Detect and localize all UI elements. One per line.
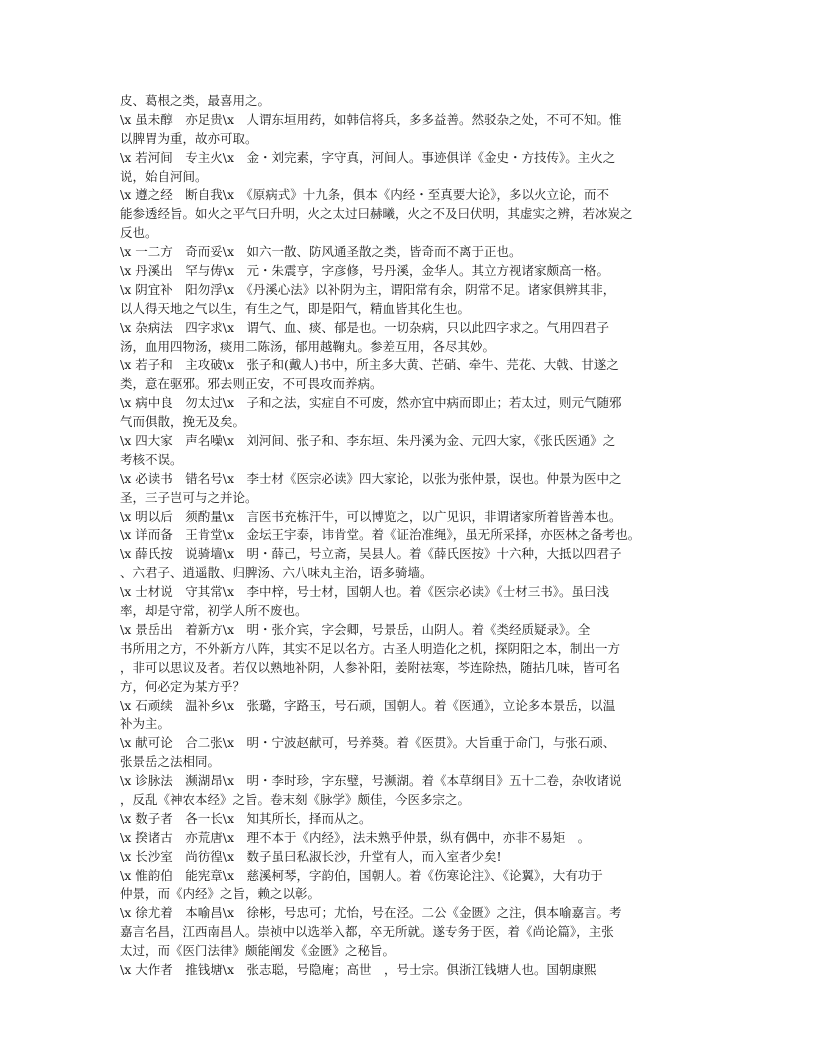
text-line: 圣，三子岂可与之并论。: [120, 489, 258, 505]
text-line: \x 一二方 奇而妥\x 如六一散、防风通圣散之类，皆奇而不离于正也。: [120, 244, 522, 260]
text-line: 太过，而《医门法律》颇能阐发《金匮》之秘旨。: [120, 943, 396, 959]
text-line: \x 徐尤着 本喻昌\x 徐彬，号忠可；尤怡，号在泾。二公《金匮》之注，俱本喻嘉言。考: [120, 905, 622, 921]
text-line: \x 薛氏按 说骑墙\x 明・薛己，号立斋，吴县人。着《薛氏医按》十六种，大抵以四君子: [120, 546, 622, 562]
text-line: 嘉言名昌，江西南昌人。崇祯中以选举入都，卒无所就。遂专务于医，着《尚论篇》，主张: [120, 924, 614, 940]
text-line: 书所用之方，不外新方八阵，其实不足以名方。古圣人明造化之机，探阴阳之本，制出一方: [120, 640, 621, 656]
text-line: 类，意在驱邪。邪去则正安，不可畏攻而养病。: [120, 376, 383, 392]
text-line: ，反乱《神农本经》之旨。卷末刻《脉学》颇佳，今医多宗之。: [120, 791, 471, 807]
text-line: \x 详而备 王肯堂\x 金坛王宇泰，讳肯堂。着《证治准绳》，虽无所采择，亦医林之备考也。: [120, 527, 641, 543]
text-line: ，非可以思议及者。若仅以熟地补阴，人参补阳，姜附祛寒，芩连除热，随拈几味，皆可名: [120, 659, 621, 675]
text-line: \x 士材说 守其常\x 李中梓，号士材，国朝人也。着《医宗必读》《士材三书》。虽曰浅: [120, 584, 609, 600]
text-line: \x 揆诸古 亦荒唐\x 理不本于《内经》，法未熟乎仲景，纵有偶中，亦非不易矩 。: [120, 829, 591, 845]
text-line: \x 献可论 合二张\x 明・宁波赵献可，号养葵。着《医贯》。大旨重于命门，与张石顽、: [120, 735, 616, 751]
text-line: 考核不误。: [120, 451, 183, 467]
text-line: \x 若子和 主攻破\x 张子和(戴人)书中，所主多大黄、芒硝、牵牛、芫花、大戟、甘遂之: [120, 357, 619, 373]
text-line: 气而俱散，挽无及矣。: [120, 414, 246, 430]
text-line: 张景岳之法相同。: [120, 754, 221, 770]
text-line: 能参透经旨。如火之平气曰升明，火之太过曰赫曦，火之不及曰伏明，其虚实之辨，若冰炭之: [120, 206, 633, 222]
text-line: \x 必读书 错名号\x 李士材《医宗必读》四大家论，以张为张仲景，误也。仲景为医中之: [120, 470, 622, 486]
text-line: 补为主。: [120, 716, 171, 732]
text-line: \x 数子者 各一长\x 知其所长，择而从之。: [120, 810, 372, 826]
text-line: \x 四大家 声名噪\x 刘河间、张子和、李东垣、朱丹溪为金、元四大家，《张氏医通》之: [120, 433, 616, 449]
text-line: 汤，血用四物汤，痰用二陈汤，郁用越鞠丸。参差互用，各尽其妙。: [120, 338, 496, 354]
text-line: 说，始自河间。: [120, 168, 208, 184]
text-line: \x 丹溪出 罕与俦\x 元・朱震亨，字彦修，号丹溪，金华人。其立方视诸家颇高一格。: [120, 263, 609, 279]
text-line: 以人得天地之气以生，有生之气，即是阳气，精血皆其化生也。: [120, 300, 471, 316]
text-line: \x 病中良 勿太过\x 子和之法，实症自不可废，然亦宜中病而即止；若太过，则元气随邪: [120, 395, 622, 411]
text-line: 方，何必定为某方乎？: [120, 678, 246, 694]
text-line: \x 虽未醇 亦足贵\x 人谓东垣用药，如韩信将兵，多多益善。然驳杂之处，不可不知。惟: [120, 111, 622, 127]
text-line: \x 若河间 专主火\x 金・刘完素，字守真，河间人。事迹俱详《金史・方技传》。主火之: [120, 149, 616, 165]
text-line: 率，却是守常，初学人所不废也。: [120, 603, 308, 619]
text-line: \x 诊脉法 濒湖昂\x 明・李时珍，字东璧，号濒湖。着《本草纲目》五十二卷，杂收诸说: [120, 773, 622, 789]
text-line: \x 杂病法 四字求\x 谓气、血、痰、郁是也。一切杂病，只以此四字求之。气用四君子: [120, 319, 609, 335]
text-line: \x 大作者 推钱塘\x 张志聪，号隐庵；高世 ，号士宗。俱浙江钱塘人也。国朝康熙: [120, 961, 597, 977]
text-line: 皮、葛根之类，最喜用之。: [120, 93, 271, 108]
text-line: 、六君子、逍遥散、归脾汤、六八味丸主治，语多骑墙。: [120, 565, 433, 581]
document-page: [120, 92, 700, 980]
text-line: \x 惟韵伯 能宪章\x 慈溪柯琴，字韵伯，国朝人。着《伤寒论注》、《论翼》，大有功于: [120, 867, 603, 883]
text-line: 以脾胃为重，故亦可取。: [120, 130, 258, 146]
text-line: \x 阴宜补 阳勿浮\x 《丹溪心法》以补阴为主，谓阳常有余，阴常不足。诸家俱辨其非，: [120, 281, 616, 297]
text-line: 反也。: [120, 225, 158, 241]
text-line: \x 明以后 须酌量\x 言医书充栋汗牛，可以博览之，以广见识，非谓诸家所着皆善本也。: [120, 508, 622, 524]
text-line: \x 景岳出 着新方\x 明・张介宾，字会卿，号景岳，山阴人。着《类经质疑录》。全: [120, 621, 591, 637]
text-line: \x 石顽续 温补乡\x 张璐，字路玉，号石顽，国朝人。着《医通》，立论多本景岳，以温: [120, 697, 616, 713]
text-line: 仲景，而《内经》之旨，赖之以彰。: [120, 886, 321, 902]
text-line: \x 遵之经 断自我\x 《原病式》十九条，俱本《内经・至真要大论》，多以火立论，而不: [120, 187, 609, 203]
text-line: \x 长沙室 尚彷徨\x 数子虽曰私淑长沙，升堂有人，而入室者少矣!: [120, 848, 502, 864]
